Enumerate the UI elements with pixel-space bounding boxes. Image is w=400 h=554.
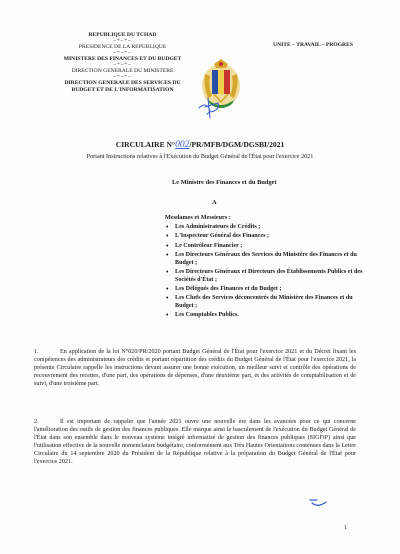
paragraph-text: En application de la loi N°020/PR/2020 portant Budget Général de l'État pour l'exercice 2021 et du Décret fixant les compétences des administrateurs des crédits et portant répartition des crédits du Budget Général de l'État pour l'exercice 2021, la présente Circulaire rappelle les instructions devant assurer une bonne exécution, un meilleur suivi et contrôle des opérations de recouvrement des recettes, d'une part, des opérations de dépenses, d'une deuxième part, et des activités de comptabilisation et de suivi, d'une troisième part. [34,349,356,387]
circular-number: 002 [175,140,190,150]
header-motto: UNITE – TRAVAIL – PROGRES [273,42,353,48]
paragraph-number: 1. [34,349,39,355]
page-number: 1 [344,525,347,531]
circular-subject: Portant Instructions relatives à l'Exécution du Budget Général de l'État pour l'exercice 2021 [86,153,314,160]
list-item: • Les Délégués des Finances et du Budget ; [166,286,366,294]
salutation: Mesdames et Messieurs : [165,214,231,221]
recipient-list [166,224,366,322]
header-ministry: MINISTERE DES FINANCES ET DU BUDGET [63,55,182,62]
header-separator: ~*~*~ [113,62,132,68]
list-item: • Les Directeurs Généraux des Services du Ministère des Finances et du Budget ; [166,252,366,268]
header-budget-direction-line1: DIRECTION GENERALE DES SERVICES DU [64,79,181,86]
list-item: • Les Administrateurs de Crédits ; [166,224,366,232]
addressee-letter: A [212,199,217,206]
header-institution-block [40,32,205,94]
header-general-direction: DIRECTION GENERALE DU MINISTERE [71,67,174,74]
header-separator: ~*~*~ [113,38,132,44]
circular-reference: /PR/MFB/DGM/DGSBI/2021 [189,140,285,149]
sender-line: Le Ministre des Finances et du Budget [172,179,277,186]
list-item: • Les Comptables Publics. [166,312,366,320]
circular-title [0,140,400,150]
header-presidency: PRESIDENCE DE LA REPUBLIQUE [78,43,167,50]
header-republic: REPUBLIQUE DU TCHAD [88,32,157,38]
list-item: • L'Inspecteur Général des Finances ; [166,233,366,241]
header-separator: ~*~*~ [113,74,132,80]
list-item: • Les Directeurs Généraux et Directeurs des Établissements Publics et des Sociétés d'État ; [166,269,366,285]
circular-prefix: CIRCULAIRE N° [115,140,176,149]
list-item: • Les Chefs des Services déconcentrés du Ministère des Finances et du Budget ; [166,295,366,311]
handwritten-initials-icon [196,94,222,120]
paragraph-number: 2. [34,419,39,425]
paragraph-text: Il est important de rappeler que l'année 2021 ouvre une nouvelle ère dans les avancées pour ce qui concerne l'amélioration des outils de gestion des finances publiques. Elle marque ainsi le basculement de l'exécution du Budget Général de l'État dans son ensemble dans le nouveau système intégré informatisé de gestion des finances publiques (SIGFiP) ainsi que l'utilisation effective de la nouvelle nomenclature budgétaire, conformément aux Très Hautes Orientations contenues dans la Lettre Circulaire du 14 septembre 2020 du Président de la République relative à la préparation du Budget Général de l'État pour l'exercice 2021. [34,419,356,465]
handwritten-mark-icon [308,496,330,510]
header-separator: ~*~*~ [113,50,132,56]
paragraph-2 [34,418,356,466]
header-budget-direction-line2: BUDGET ET DE L'INFORMATISATION [71,86,174,93]
list-item: • Le Contrôleur Financier ; [166,243,366,251]
paragraph-1 [34,348,356,388]
